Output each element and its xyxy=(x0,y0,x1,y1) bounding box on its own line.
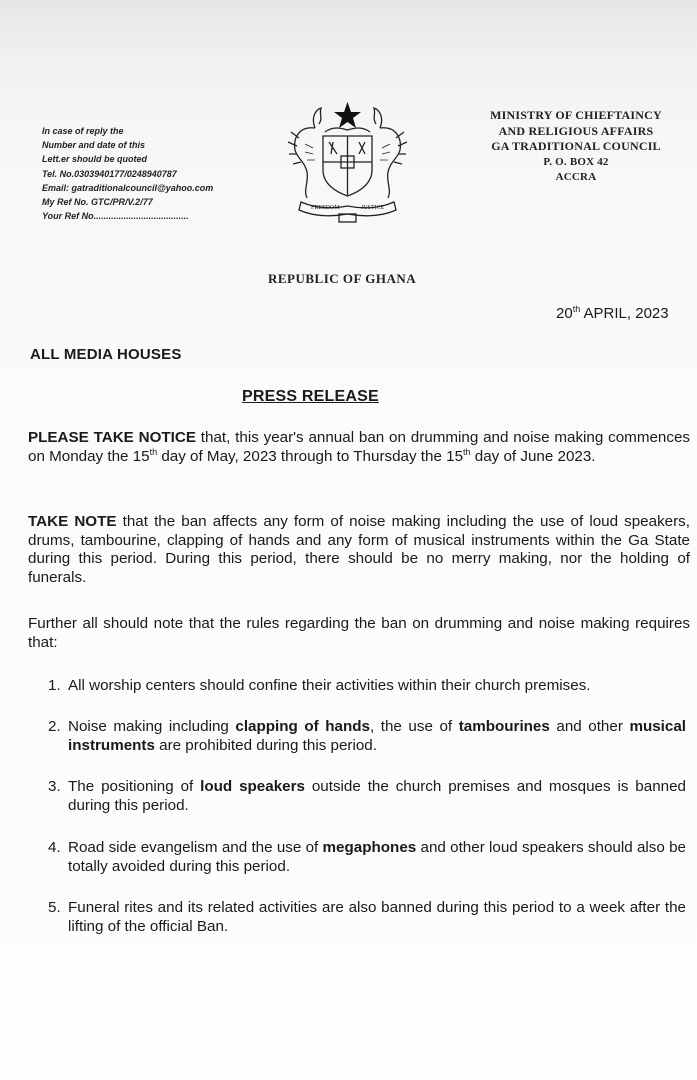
reply-line: Number and date of this xyxy=(42,140,146,151)
rule-text xyxy=(68,838,686,876)
ministry-line: AND RELIGIOUS AFFAIRS xyxy=(498,123,654,138)
take-note-paragraph xyxy=(28,513,690,587)
rule-bold-part: tambourines xyxy=(458,718,550,735)
notice-lead: PLEASE TAKE NOTICE xyxy=(28,429,196,446)
po-box-line: P. O. BOX 42 xyxy=(543,155,609,168)
rule-number: 2. xyxy=(48,718,61,735)
republic-heading: REPUBLIC OF GHANA xyxy=(268,271,417,286)
rule-item-3 xyxy=(48,777,686,815)
date-suffix: th xyxy=(572,304,581,314)
council-line: GA TRADITIONAL COUNCIL xyxy=(491,139,661,153)
notice-sup-2: th xyxy=(463,446,471,457)
rule-item-2 xyxy=(48,717,686,755)
notice-text-1: that, this year's annual ban on drumming and noise making commences on Monday the 15 xyxy=(28,429,690,465)
press-release-heading: PRESS RELEASE xyxy=(242,388,379,405)
take-note-text: that the ban affects any form of noise making including the use of loud speakers, drums, tambourine, clapping of hands and any form of musical instruments within the Ga State during this period. During this period, there should be no merry making, nor the holding of funerals. xyxy=(28,513,690,586)
notice-text-3: day of June 2023. xyxy=(470,447,596,465)
rule-text-part: are prohibited during this period. xyxy=(154,737,377,754)
rule-text: All worship centers should confine their activities within their church premises. xyxy=(68,677,591,694)
rule-text xyxy=(68,717,686,755)
date-day: 20 xyxy=(556,305,573,322)
rule-text-part: Road side evangelism and the use of xyxy=(68,839,323,856)
email-line: Email: gatraditionalcouncil@yahoo.com xyxy=(42,182,214,193)
date-rest: APRIL, 2023 xyxy=(580,305,669,322)
rule-text-part: The positioning of xyxy=(68,778,201,795)
rule-bold-part: megaphones xyxy=(322,839,417,856)
rule-number: 4. xyxy=(48,839,61,856)
rule-text xyxy=(68,777,686,815)
ministry-address-block xyxy=(470,108,682,186)
reply-reference-block xyxy=(42,124,213,223)
rule-text-part: and other xyxy=(549,718,630,735)
addressee: ALL MEDIA HOUSES xyxy=(30,346,182,363)
rule-bold-part: musical instruments xyxy=(68,718,686,754)
letter-date xyxy=(556,305,669,322)
rule-bold-part: loud speakers xyxy=(200,778,305,795)
take-note-lead: TAKE NOTE xyxy=(28,513,117,530)
ministry-line: MINISTRY OF CHIEFTAINCY xyxy=(490,108,662,122)
rule-bold-part: clapping of hands xyxy=(235,718,370,735)
notice-text-2: day of May, 2023 through to Thursday the 15 xyxy=(157,447,464,465)
rule-item-1 xyxy=(48,676,686,695)
rule-text: Funeral rites and its related activities are also banned during this period to a week after the lifting of the official Ban. xyxy=(68,899,686,935)
ghana-coat-of-arms-icon xyxy=(285,98,410,226)
rule-item-5 xyxy=(48,898,686,936)
reply-line: Lett.er should be quoted xyxy=(42,154,147,165)
rule-text-part: outside the church premises and mosques is banned during this period. xyxy=(68,778,686,814)
city-line: ACCRA xyxy=(555,171,597,183)
telephone-line: Tel. No.0303940177/0248940787 xyxy=(42,168,177,179)
crest-motto-left: FREEDOM xyxy=(311,205,340,211)
rule-number: 5. xyxy=(48,899,61,916)
notice-sup-1: th xyxy=(149,446,158,457)
rules-intro-paragraph: Further all should note that the rules regarding the ban on drumming and noise making requires that: xyxy=(28,615,690,651)
rule-text-part: Noise making including xyxy=(68,718,236,735)
notice-paragraph xyxy=(28,429,690,466)
crest-motto-right: JUSTICE xyxy=(361,205,385,211)
your-ref-line: Your Ref No...................................... xyxy=(42,211,189,222)
rule-item-4 xyxy=(48,838,686,876)
rule-number: 3. xyxy=(48,778,61,795)
reply-line: In case of reply the xyxy=(42,126,124,136)
my-ref-line: My Ref No. GTC/PR/V.2/77 xyxy=(42,197,153,208)
rule-number: 1. xyxy=(48,677,61,694)
rule-text-part: , the use of xyxy=(370,718,459,735)
rule-text-part: and other loud speakers should also be totally avoided during this period. xyxy=(68,839,686,875)
